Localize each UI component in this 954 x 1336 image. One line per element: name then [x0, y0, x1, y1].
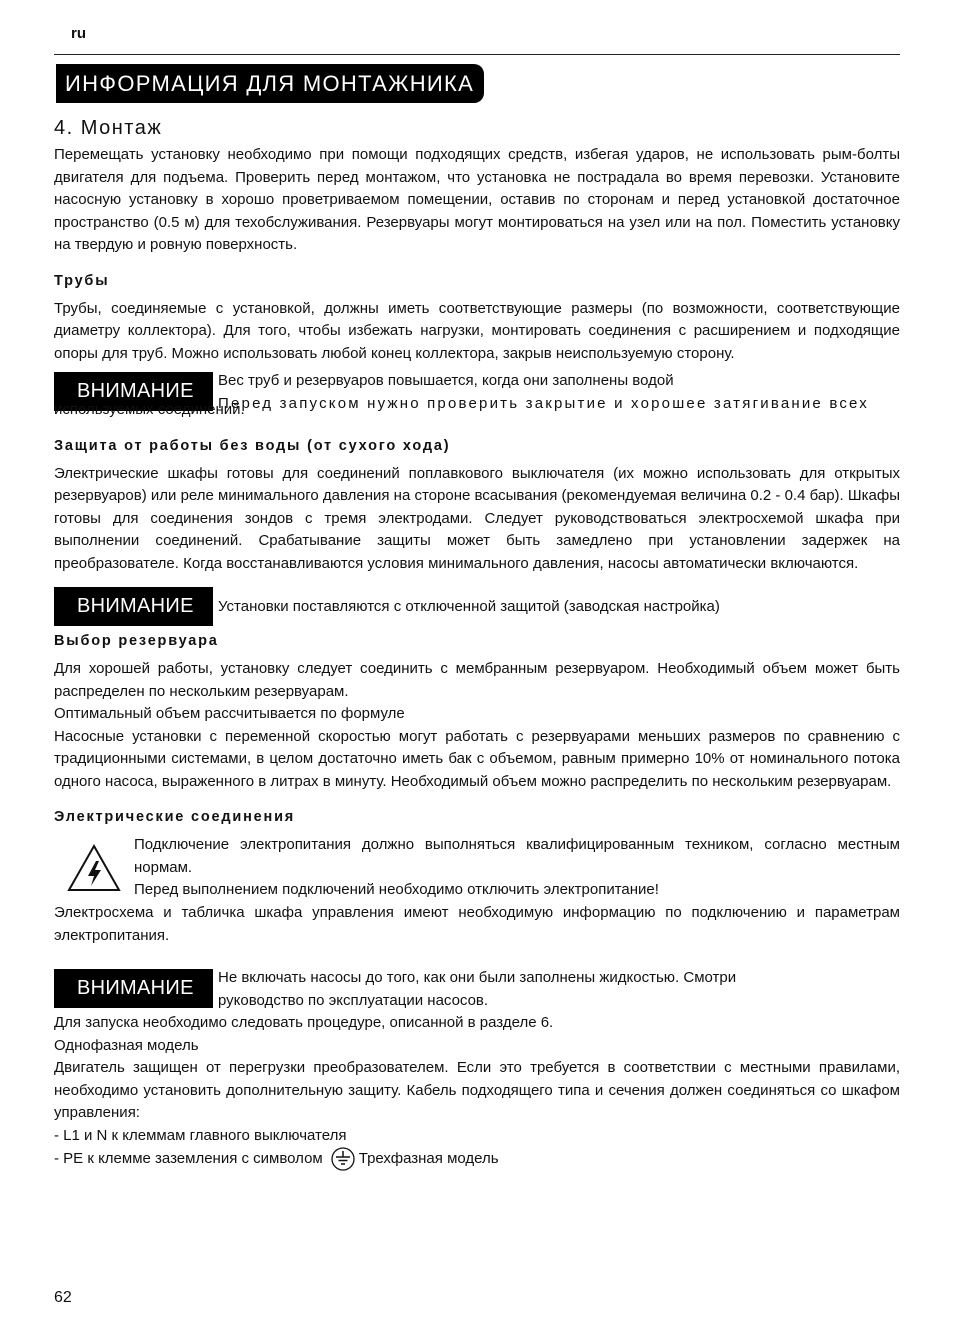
tank-paragraph-2: Оптимальный объем рассчитывается по формуле — [54, 705, 405, 722]
high-voltage-warning-icon — [54, 834, 134, 902]
pipes-warning-text — [213, 370, 869, 415]
electrical-heading: Электрические соединения — [54, 809, 296, 825]
pipes-warning-line-2: Перед запуском нужно проверить закрытие и хорошее затягивание всех — [218, 394, 869, 412]
tank-paragraph-1: Для хорошей работы, установку следует соединить с мембранным резервуаром. Необходимый объем может быть распределен по нескольким резервуарам. — [54, 660, 900, 700]
dry-run-warning-text: Установки поставляются с отключенной защитой (заводская настройка) — [218, 598, 720, 615]
page-number: 62 — [54, 1289, 72, 1306]
list-item-1: - L1 и N к клеммам главного выключателя — [54, 1126, 347, 1144]
list-item — [54, 1147, 900, 1171]
list-item-2-tail: Трехфазная модель — [358, 1149, 499, 1167]
warning-badge: ВНИМАНИЕ — [54, 969, 213, 1008]
electrical-warning — [54, 969, 900, 1012]
header-divider — [54, 54, 900, 55]
dry-run-paragraph: Электрические шкафы готовы для соединений поплавкового выключателя (их можно использовать для открытых резервуаров) или реле минимального давления на стороне всасывания (рекомендуемая величина 0.2 - 0.4 бар). Шкафы готовы для соединения зондов с тремя электродами. Следует руководствоваться электросхемой шкафа при выполнении соединений. Срабатывание защиты может быть замедлено при установлении задержек на преобразователе. Когда восстанавливаются условия минимального давления, насосы автоматически включаются. — [54, 464, 900, 572]
electrical-warning-text: Не включать насосы до того, как они были заполнены жидкостью. Смотри руководство по эксплуатации насосов. — [218, 969, 737, 1009]
single-phase-label: Однофазная модель — [54, 1036, 199, 1054]
list-item — [54, 1125, 900, 1148]
intro-paragraph: Перемещать установку необходимо при помощи подходящих средств, избегая ударов, не использовать рым-болты двигателя для подъема. Проверить перед монтажом, что установка не пострадала во время перевозки. Установите насосную установку в хорошо проветриваемом помещении, оставив по сторонам и перед установкой достаточное пространство (0.5 м) для техобслуживания. Резервуары могут монтироваться на узел или на пол. Поместить установку на твердую и ровную поверхность. — [54, 146, 900, 253]
electrical-notice-2: Перед выполнением подключений необходимо отключить электропитание! — [134, 881, 659, 898]
warning-badge: ВНИМАНИЕ — [54, 587, 213, 626]
section-banner: ИНФОРМАЦИЯ ДЛЯ МОНТАЖНИКА — [56, 64, 484, 103]
start-procedure: Для запуска необходимо следовать процедуре, описанной в разделе 6. — [54, 1014, 554, 1031]
electrical-notice — [54, 834, 900, 902]
list-item-2: - PE к клемме заземления с символом — [54, 1149, 323, 1167]
dry-run-heading: Защита от работы без воды (от сухого хода) — [54, 437, 451, 454]
section-title: 4. Монтаж — [54, 117, 163, 139]
warning-badge: ВНИМАНИЕ — [54, 372, 213, 411]
pipes-warning-line-1: Вес труб и резервуаров повышается, когда они заполнены водой — [218, 372, 674, 389]
electrical-notice-text — [134, 834, 900, 902]
ground-symbol-icon — [331, 1147, 355, 1171]
pipes-paragraph: Трубы, соединяемые с установкой, должны иметь соответствующие размеры (по возможности, соответствующие диаметру коллектора). Для того, чтобы избежать нагрузки, монтировать соединения с расширением и подходящие опоры для труб. Можно использовать любой конец коллектора, закрыв неиспользуемую сторону. — [54, 299, 900, 362]
tank-heading: Выбор резервуара — [54, 633, 219, 649]
page-content — [54, 115, 900, 1171]
pipes-warning-line-3: используемых соединений. — [54, 401, 245, 418]
language-code: ru — [71, 25, 86, 42]
electrical-notice-1: Подключение электропитания должно выполняться квалифицированным техником, согласно местным нормам. — [134, 836, 900, 876]
tank-paragraph-3: Насосные установки с переменной скоростью могут работать с резервуарами меньших размеров по сравнению с традиционными системами, в целом достаточно иметь бак с объемом, равным примерно 10% от номинального потока одного насоса, выраженного в литрах в минуту. Необходимый объем можно распределить по нескольким резервуарам. — [54, 727, 900, 790]
motor-paragraph: Двигатель защищен от перегрузки преобразователем. Если это требуется в соответствии с местными правилами, необходимо установить дополнительную защиту. Кабель подходящего типа и сечения должен соединяться со шкафом управления: — [54, 1059, 900, 1121]
dry-run-warning — [54, 587, 900, 626]
electrical-paragraph: Электросхема и табличка шкафа управления имеют необходимую информацию по подключению и параметрам электропитания. — [54, 904, 900, 944]
pipes-heading: Трубы — [54, 272, 110, 289]
